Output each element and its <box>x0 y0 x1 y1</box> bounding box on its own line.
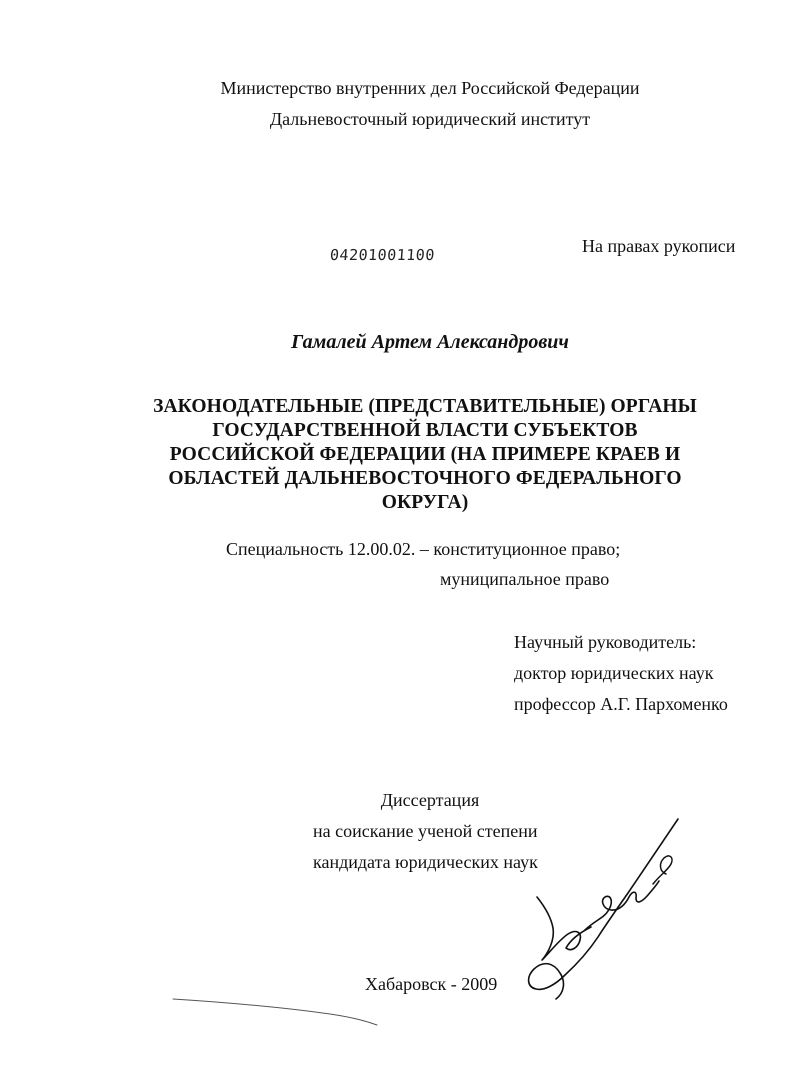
supervisor-degree: доктор юридических наук <box>514 663 714 683</box>
title-line-5: ОКРУГА) <box>381 492 469 513</box>
supervisor-label: Научный руководитель: <box>514 632 697 652</box>
title-line-2: ГОСУДАРСТВЕННОЙ ВЛАСТИ СУБЪЕКТОВ <box>212 420 638 441</box>
author-name: Гамалей Артем Александрович <box>291 331 569 353</box>
degree-application: на соискание ученой степени <box>313 821 538 841</box>
manuscript-note: На правах рукописи <box>582 236 736 256</box>
pen-stroke-icon <box>170 990 390 1030</box>
title-line-3: РОССИЙСКОЙ ФЕДЕРАЦИИ (НА ПРИМЕРЕ КРАЕВ И <box>169 444 681 465</box>
signature-icon <box>510 815 690 1005</box>
specialty-line-1: Специальность 12.00.02. – конституционное право; <box>226 539 621 559</box>
institute-name: Дальневосточный юридический институт <box>269 109 591 129</box>
specialty-line-2: муниципальное право <box>440 569 610 589</box>
title-line-4: ОБЛАСТЕЙ ДАЛЬНЕВОСТОЧНОГО ФЕДЕРАЛЬНОГО <box>168 468 682 489</box>
title-line-1: ЗАКОНОДАТЕЛЬНЫЕ (ПРЕДСТАВИТЕЛЬНЫЕ) ОРГАНЫ <box>153 396 697 417</box>
registry-number: 04201001100 <box>329 246 436 264</box>
degree-name: кандидата юридических наук <box>313 852 538 872</box>
dissertation-title <box>90 395 760 515</box>
ministry-name: Министерство внутренних дел Российской Федерации <box>220 78 640 98</box>
dissertation-label: Диссертация <box>380 790 480 810</box>
supervisor-name: профессор А.Г. Пархоменко <box>514 694 728 714</box>
city-year: Хабаровск - 2009 <box>365 974 498 994</box>
